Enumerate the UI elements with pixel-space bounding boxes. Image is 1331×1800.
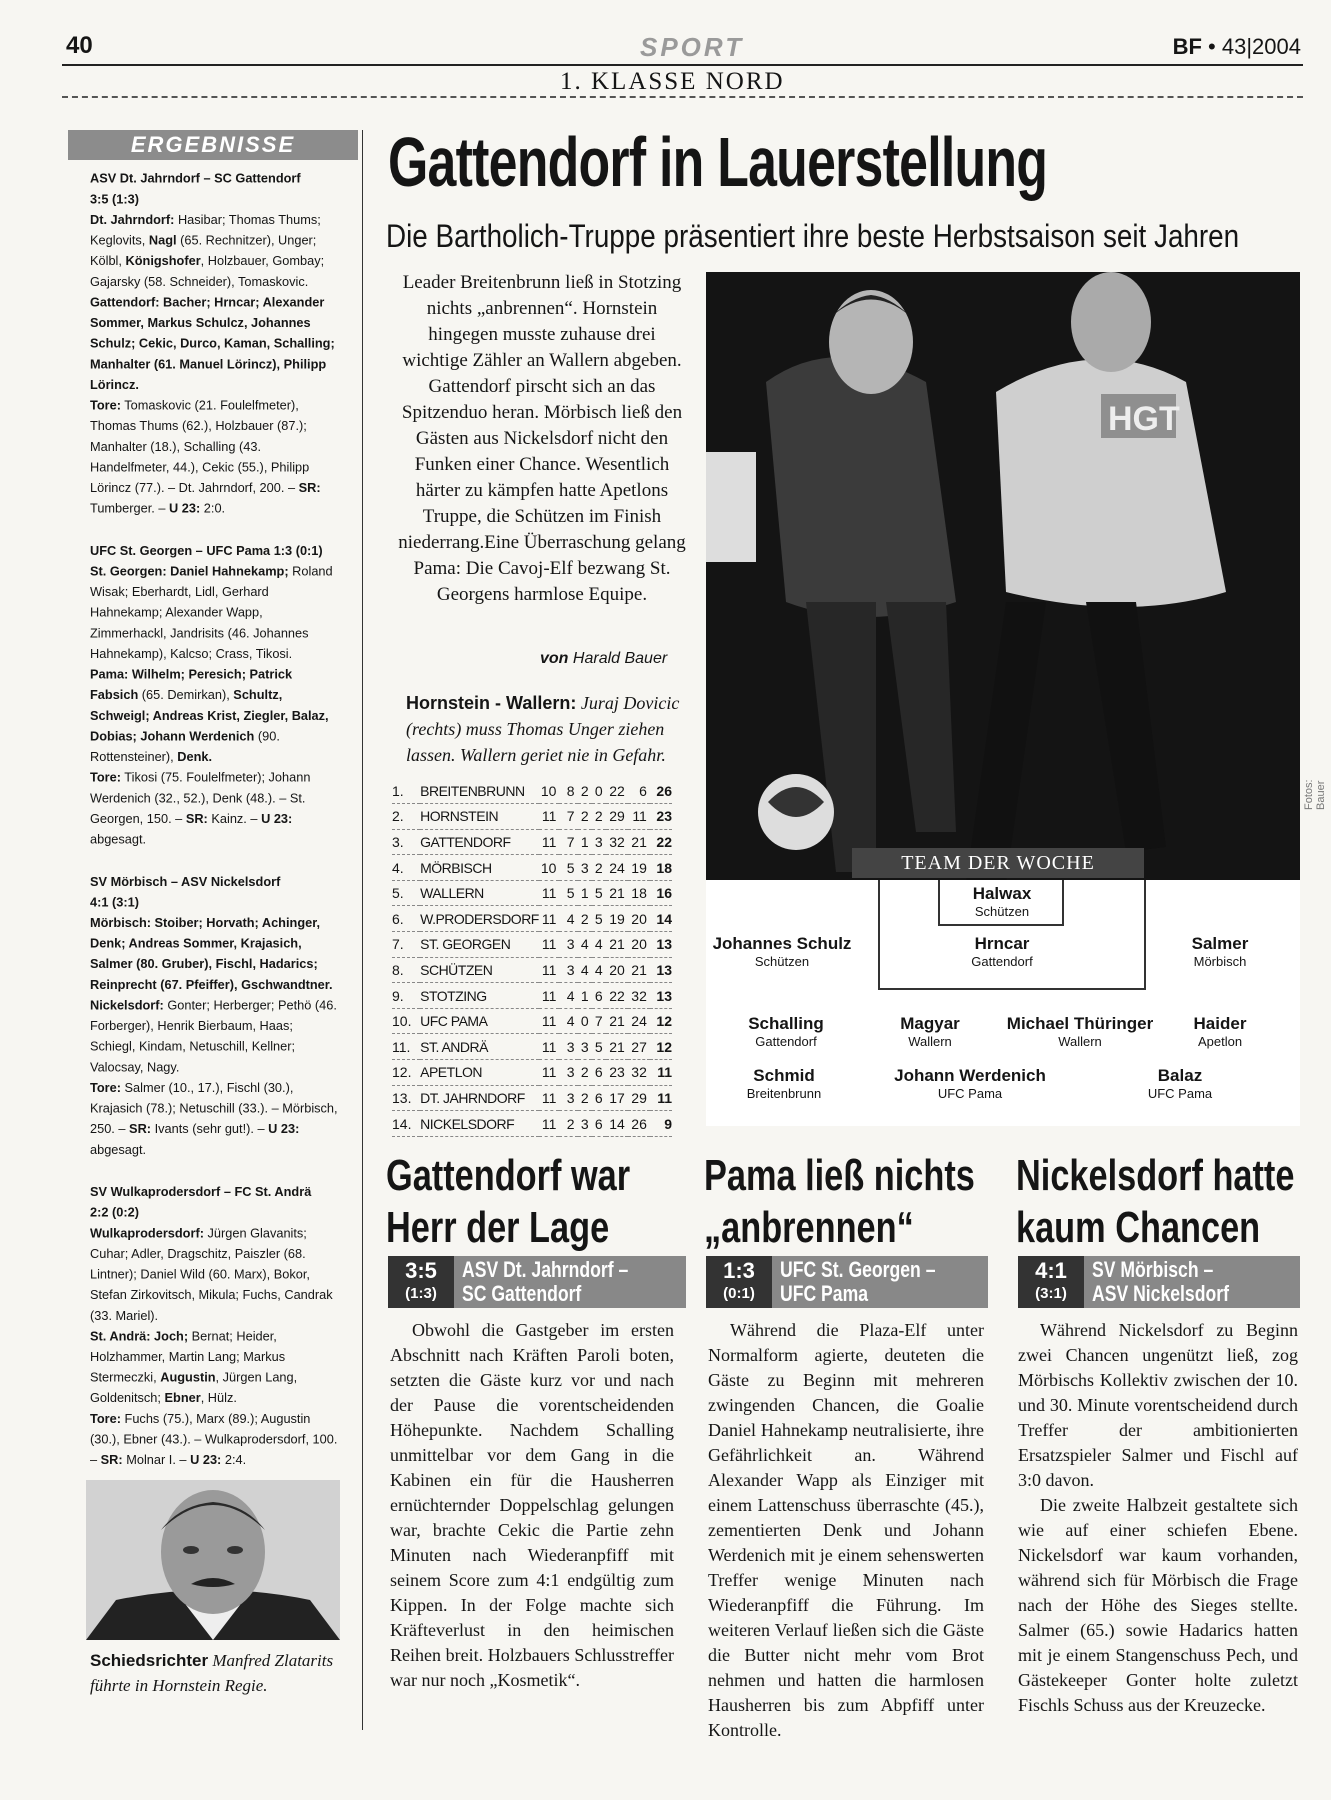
cell-team: MÖRBISCH bbox=[420, 855, 539, 881]
cell-ta: 21 bbox=[628, 829, 650, 855]
cell-n: 6 bbox=[592, 1085, 606, 1111]
cell-n: 6 bbox=[592, 1060, 606, 1086]
cell-sp: 11 bbox=[539, 1085, 559, 1111]
match-score: 4:1 (3:1) bbox=[90, 894, 139, 910]
column-divider bbox=[362, 130, 363, 1730]
cell-pos: 11. bbox=[392, 1034, 420, 1060]
section-title: SPORT bbox=[640, 32, 745, 62]
table-row bbox=[392, 932, 672, 958]
cell-pos: 13. bbox=[392, 1085, 420, 1111]
cell-ta: 19 bbox=[628, 855, 650, 881]
publication-name: BF bbox=[1172, 34, 1202, 59]
cell-s: 3 bbox=[559, 1085, 577, 1111]
table-row bbox=[392, 1008, 672, 1034]
cell-pts: 26 bbox=[650, 778, 672, 804]
player-forward-3: Balaz UFC Pama bbox=[1147, 1066, 1213, 1101]
results-tab: ERGEBNISSE bbox=[68, 130, 358, 160]
article-1-scorebar bbox=[388, 1256, 686, 1308]
cell-s: 3 bbox=[559, 932, 577, 958]
cell-tf: 29 bbox=[606, 804, 628, 830]
cell-tf: 32 bbox=[606, 829, 628, 855]
cell-sp: 11 bbox=[539, 829, 559, 855]
referee-caption: Schiedsrichter Manfred Zlatarits führte in Hornstein Regie. bbox=[90, 1651, 334, 1695]
score-box: 1:3 (0:1) bbox=[706, 1256, 772, 1308]
cell-team: HORNSTEIN bbox=[420, 804, 539, 830]
referee-photo bbox=[86, 1480, 340, 1640]
player-defender-left: Johannes Schulz Schützen bbox=[712, 934, 852, 969]
match-title: ASV Dt. Jahrndorf – SC Gattendorf bbox=[90, 170, 301, 186]
cell-s: 4 bbox=[559, 906, 577, 932]
cell-u: 0 bbox=[578, 1008, 592, 1034]
cell-pos: 3. bbox=[392, 829, 420, 855]
cell-pts: 23 bbox=[650, 804, 672, 830]
cell-pos: 6. bbox=[392, 906, 420, 932]
cell-n: 5 bbox=[592, 880, 606, 906]
table-row bbox=[392, 778, 672, 804]
results-column bbox=[90, 168, 341, 1470]
cell-s: 7 bbox=[559, 829, 577, 855]
lineup-away: Pama: Wilhelm; Peresich; Patrick Fabsich (65. Demirkan), Schultz, Schweigl; Andreas Krist, Ziegler, Balaz, Dobias; Johann Werdenich (90. Rottensteiner), Denk. bbox=[90, 666, 329, 765]
player-midfield-4: Haider Apetlon bbox=[1193, 1014, 1247, 1049]
article-1-headline: Gattendorf war Herr der Lage bbox=[386, 1151, 631, 1252]
photo-credit: Fotos: Bauer bbox=[1303, 779, 1327, 810]
cell-ta: 24 bbox=[628, 1008, 650, 1034]
cell-pos: 12. bbox=[392, 1060, 420, 1086]
cell-tf: 14 bbox=[606, 1111, 628, 1137]
article-2-headline: Pama ließ nichts „anbrennen“ bbox=[704, 1151, 975, 1252]
table-row bbox=[392, 1034, 672, 1060]
cell-ta: 20 bbox=[628, 932, 650, 958]
match-score: 3:5 (1:3) bbox=[90, 191, 139, 207]
cell-tf: 21 bbox=[606, 932, 628, 958]
cell-u: 1 bbox=[578, 829, 592, 855]
photo-caption: Hornstein - Wallern: Juraj Dovicic (rechts) muss Thomas Unger ziehen lassen. Wallern geriet nie in Gefahr. bbox=[406, 693, 680, 765]
cell-sp: 11 bbox=[539, 1111, 559, 1137]
cell-team: APETLON bbox=[420, 1060, 539, 1086]
cell-ta: 6 bbox=[628, 778, 650, 804]
article-3-scorebar bbox=[1018, 1256, 1300, 1308]
table-row bbox=[392, 906, 672, 932]
goals: Tore: Salmer (10., 17.), Fischl (30.), Krajasich (78.); Netuschill (33.). – Mörbisch, 250. – SR: Ivants (sehr gut!). – U 23: abgesagt. bbox=[90, 1080, 338, 1157]
table-row bbox=[392, 1060, 672, 1086]
cell-pts: 13 bbox=[650, 983, 672, 1009]
lineup-away: Gattendorf: Bacher; Hrncar; Alexander Sommer, Markus Schulcz, Johannes Schulz; Cekic, Durco, Kaman, Schalling; Manhalter (61. Manuel Lörincz), Philipp Lörincz. bbox=[90, 294, 335, 392]
cell-tf: 22 bbox=[606, 983, 628, 1009]
cell-pos: 5. bbox=[392, 880, 420, 906]
cell-n: 4 bbox=[592, 957, 606, 983]
cell-pts: 12 bbox=[650, 1008, 672, 1034]
table-row bbox=[392, 983, 672, 1009]
standings-table bbox=[392, 778, 672, 1137]
cell-pos: 1. bbox=[392, 778, 420, 804]
cell-pts: 12 bbox=[650, 1034, 672, 1060]
cell-team: ST. ANDRÄ bbox=[420, 1034, 539, 1060]
cell-team: NICKELSDORF bbox=[420, 1111, 539, 1137]
cell-s: 2 bbox=[559, 1111, 577, 1137]
table-row bbox=[392, 957, 672, 983]
lineup-away: Nickelsdorf: Gonter; Herberger; Pethö (46. Forberger), Henrik Bierbaum, Haas; Schiegl, Kindam, Netuschill, Kellner; Valocsay, Nagy. bbox=[90, 997, 337, 1075]
lineup-away: St. Andrä: Joch; Bernat; Heider, Holzhammer, Martin Lang; Markus Stermeczki, Augustin, Jürgen Lang, Goldenitsch; Ebner, Hülz. bbox=[90, 1328, 298, 1406]
player-forward-1: Schmid Breitenbrunn bbox=[746, 1066, 822, 1101]
cell-u: 3 bbox=[578, 1034, 592, 1060]
team-of-the-week-title: TEAM DER WOCHE bbox=[852, 848, 1144, 878]
cell-tf: 21 bbox=[606, 1034, 628, 1060]
publication-info: BF • 43|2004 bbox=[1172, 34, 1301, 59]
cell-u: 1 bbox=[578, 983, 592, 1009]
header-dashed-rule bbox=[62, 96, 1303, 98]
cell-s: 4 bbox=[559, 983, 577, 1009]
cell-u: 2 bbox=[578, 1085, 592, 1111]
cell-s: 5 bbox=[559, 855, 577, 881]
cell-u: 2 bbox=[578, 1060, 592, 1086]
player-midfield-1: Schalling Gattendorf bbox=[748, 1014, 824, 1049]
main-subhead: Die Bartholich-Truppe präsentiert ihre beste Herbstsaison seit Jahren bbox=[386, 218, 1240, 254]
cell-ta: 29 bbox=[628, 1085, 650, 1111]
cell-tf: 21 bbox=[606, 1008, 628, 1034]
league-title: 1. KLASSE NORD bbox=[560, 68, 785, 95]
cell-n: 3 bbox=[592, 829, 606, 855]
article-1-body: Obwohl die Gastgeber im ersten Abschnitt nach Kräften Paroli boten, setzten die Gäste kurz vor und nach der Pause die vorentscheidenden Höhepunkte. Nachdem Schalling unmittelbar vor dem Gang in die Kabinen ein für die Hausherren ernüchternder Doppelschlag gelungen war, brachte Cekic die Partie zehn Minuten nach Wiederanpfiff mit seinem Score zum 4:1 endgültig zum Kippen. In der Folge machte sich Kräfteverlust in den heimischen Reihen breit. Holzbauers Schlusstreffer war nur noch „Kosmetik“. bbox=[390, 1320, 674, 1690]
cell-n: 2 bbox=[592, 804, 606, 830]
match-teams: UFC St. Georgen – UFC Pama bbox=[780, 1257, 936, 1306]
lead-paragraph: Leader Breitenbrunn ließ in Stotzing nichts „anbrennen“. Hornstein hingegen musste zuhause drei wichtige Zähler an Wallern abgeben. Gattendorf pirscht sich an das Spitzenduo heran. Mörbisch ließ den Gästen aus Nickelsdorf nicht den Funken einer Chance. Wesentlich härter zu kämpfen hatte Apetlons Truppe, die Schützen im Finish niederrang.Eine Überraschung gelang Pama: Die Cavoj-Elf bezwang St. Georgens harmlose Equipe. bbox=[398, 272, 686, 605]
lineup-home: Dt. Jahrndorf: Hasibar; Thomas Thums; Keglovits, Nagl (65. Rechnitzer), Unger; Kölbl, Königshofer, Holzbauer, Gombay; Gajarsky (58. Schneider), Tomaskovic. bbox=[90, 212, 325, 289]
cell-s: 3 bbox=[559, 957, 577, 983]
match-score: 2:2 (0:2) bbox=[90, 1204, 139, 1220]
article-3-body: Während Nickelsdorf zu Beginn zwei Chancen ungenützt ließ, zog Mörbischs Kollektiv zwischen der 10. und 30. Minute vorentscheidend durch Treffer der ambitionierten Ersatzspieler Salmer und Fischl auf 3:0 davon. Die zweite Halbzeit gestaltete sich wie auf einer schiefen Ebene. Nickelsdorf war kaum vorhanden, während sich für Mörbisch die Frage nach der Höhe des Sieges stellte. Salmer (65.) sowie Hadarics hatten mit je einem Stangenschuss Pech, und Gästekeeper Gonter holte zuletzt Fischls Schuss aus der Kreuzecke. bbox=[1018, 1320, 1298, 1715]
cell-pts: 18 bbox=[650, 855, 672, 881]
cell-u: 1 bbox=[578, 880, 592, 906]
cell-tf: 22 bbox=[606, 778, 628, 804]
cell-s: 3 bbox=[559, 1034, 577, 1060]
cell-sp: 11 bbox=[539, 804, 559, 830]
cell-u: 4 bbox=[578, 932, 592, 958]
cell-pts: 22 bbox=[650, 829, 672, 855]
goals: Tore: Tikosi (75. Foulelfmeter); Johann Werdenich (32., 52.), Denk (48.). – St. Georgen, 150. – SR: Kainz. – U 23: abgesagt. bbox=[90, 769, 311, 847]
cell-ta: 32 bbox=[628, 1060, 650, 1086]
table-row bbox=[392, 829, 672, 855]
cell-team: UFC PAMA bbox=[420, 1008, 539, 1034]
match-4 bbox=[90, 1181, 341, 1470]
cell-pts: 14 bbox=[650, 906, 672, 932]
page-number: 40 bbox=[66, 32, 93, 59]
score-box: 3:5 (1:3) bbox=[388, 1256, 454, 1308]
cell-team: STOTZING bbox=[420, 983, 539, 1009]
article-2-body: Während die Plaza-Elf unter Normalform agierte, deuteten die Gäste zu Beginn mit mehreren zwingenden Chancen, die Goalie Daniel Hahnekamp neutralisierte, ihre Gefährlichkeit an. Während Alexander Wapp als Einziger mit einem Lattenschuss überraschte (45.), zementierten Denk und Johann Werdenich mit je einem sehenswerten Treffer wenige Minuten nach Wiederanpfiff die Führung. Im weiteren Verlauf ließen sich die Gäste die Butter nicht mehr vom Brot nehmen und hatten die harmlosen Hausherren bis zum Abpfiff unter Kontrolle. bbox=[708, 1320, 984, 1740]
cell-tf: 24 bbox=[606, 855, 628, 881]
jersey-text: HGT bbox=[1108, 400, 1180, 438]
cell-s: 4 bbox=[559, 1008, 577, 1034]
lineup-home: Wulkaprodersdorf: Jürgen Glavanits; Cuhar; Adler, Dragschitz, Paiszler (68. Lintner); Daniel Wild (60. Marx), Bokor, Stefan Zirkovitsch, Mikula; Fuchs, Candrak (33. Mariel). bbox=[90, 1225, 333, 1323]
cell-tf: 21 bbox=[606, 880, 628, 906]
player-defender-right: Salmer Mörbisch bbox=[1191, 934, 1249, 969]
match-teams: SV Mörbisch – ASV Nickelsdorf bbox=[1092, 1257, 1229, 1306]
lineup-home: Mörbisch: Stoiber; Horvath; Achinger, Denk; Andreas Sommer, Krajasich, Salmer (80. Gruber), Fischl, Hadarics; Reinprecht (67. Pfeiffer), Gschwandtner. bbox=[90, 915, 333, 992]
lineup-home: St. Georgen: Daniel Hahnekamp; Roland Wisak; Eberhardt, Lidl, Gerhard Hahnekamp; Alexander Wapp, Zimmerhackl, Jandrisits (46. Johannes Hahnekamp), Kalcso; Crass, Tikosi. bbox=[90, 563, 333, 661]
cell-s: 8 bbox=[559, 778, 577, 804]
cell-n: 6 bbox=[592, 1111, 606, 1137]
cell-tf: 23 bbox=[606, 1060, 628, 1086]
cell-n: 2 bbox=[592, 855, 606, 881]
table-row bbox=[392, 1111, 672, 1137]
match-teams: ASV Dt. Jahrndorf – SC Gattendorf bbox=[462, 1257, 629, 1306]
cell-sp: 10 bbox=[539, 855, 559, 881]
cell-u: 2 bbox=[578, 778, 592, 804]
cell-n: 5 bbox=[592, 906, 606, 932]
cell-s: 7 bbox=[559, 804, 577, 830]
cell-sp: 11 bbox=[539, 906, 559, 932]
cell-team: DT. JAHRNDORF bbox=[420, 1085, 539, 1111]
cell-pts: 13 bbox=[650, 957, 672, 983]
cell-ta: 27 bbox=[628, 1034, 650, 1060]
score-box: 4:1 (3:1) bbox=[1018, 1256, 1084, 1308]
cell-pos: 8. bbox=[392, 957, 420, 983]
cell-pts: 13 bbox=[650, 932, 672, 958]
cell-ta: 32 bbox=[628, 983, 650, 1009]
cell-sp: 11 bbox=[539, 1060, 559, 1086]
cell-n: 5 bbox=[592, 1034, 606, 1060]
cell-sp: 10 bbox=[539, 778, 559, 804]
cell-u: 3 bbox=[578, 855, 592, 881]
header-rule bbox=[62, 64, 1303, 66]
cell-sp: 11 bbox=[539, 983, 559, 1009]
goals: Tore: Tomaskovic (21. Foulelfmeter), Thomas Thums (62.), Holzbauer (87.); Manhalter (18.), Schalling (43. Handelfmeter, 44.), Cekic (55.), Philipp Lörincz (77.). – Dt. Jahrndorf, 200. – SR: Tumberger. – U 23: 2:0. bbox=[90, 397, 321, 516]
cell-pos: 9. bbox=[392, 983, 420, 1009]
cell-sp: 11 bbox=[539, 880, 559, 906]
cell-pts: 9 bbox=[650, 1111, 672, 1137]
player-forward-2: Johann Werdenich UFC Pama bbox=[894, 1066, 1046, 1101]
byline: von Harald Bauer bbox=[540, 650, 668, 667]
cell-n: 0 bbox=[592, 778, 606, 804]
article-2-scorebar bbox=[706, 1256, 988, 1308]
cell-sp: 11 bbox=[539, 932, 559, 958]
cell-n: 4 bbox=[592, 932, 606, 958]
cell-tf: 20 bbox=[606, 957, 628, 983]
table-row bbox=[392, 855, 672, 881]
cell-ta: 21 bbox=[628, 957, 650, 983]
cell-tf: 17 bbox=[606, 1085, 628, 1111]
cell-sp: 11 bbox=[539, 1034, 559, 1060]
cell-pts: 11 bbox=[650, 1085, 672, 1111]
cell-u: 3 bbox=[578, 1111, 592, 1137]
cell-team: ST. GEORGEN bbox=[420, 932, 539, 958]
issue-number: 43|2004 bbox=[1221, 34, 1301, 59]
goals: Tore: Fuchs (75.), Marx (89.); Augustin (30.), Ebner (43.). – Wulkaprodersdorf, 100. – SR: Molnar I. – U 23: 2:4. bbox=[90, 1411, 338, 1468]
match-title: UFC St. Georgen – UFC Pama 1:3 (0:1) bbox=[90, 543, 323, 558]
match-title: SV Mörbisch – ASV Nickelsdorf bbox=[90, 873, 281, 889]
cell-n: 7 bbox=[592, 1008, 606, 1034]
cell-pos: 2. bbox=[392, 804, 420, 830]
cell-u: 2 bbox=[578, 906, 592, 932]
table-row bbox=[392, 804, 672, 830]
cell-team: W.PRODERSDORF bbox=[420, 906, 539, 932]
table-row bbox=[392, 880, 672, 906]
cell-u: 4 bbox=[578, 957, 592, 983]
cell-team: WALLERN bbox=[420, 880, 539, 906]
article-3-headline: Nickelsdorf hatte kaum Chancen bbox=[1016, 1151, 1295, 1252]
cell-ta: 11 bbox=[628, 804, 650, 830]
cell-sp: 11 bbox=[539, 957, 559, 983]
cell-s: 3 bbox=[559, 1060, 577, 1086]
player-midfield-3: Michael Thüringer Wallern bbox=[1006, 1014, 1154, 1049]
cell-team: GATTENDORF bbox=[420, 829, 539, 855]
match-3 bbox=[90, 871, 341, 1160]
match-title: SV Wulkaprodersdorf – FC St. Andrä bbox=[90, 1184, 312, 1199]
cell-ta: 20 bbox=[628, 906, 650, 932]
main-headline: Gattendorf in Lauerstellung bbox=[388, 123, 1048, 201]
player-midfield-2: Magyar Wallern bbox=[900, 1014, 960, 1049]
cell-team: SCHÜTZEN bbox=[420, 957, 539, 983]
cell-pos: 7. bbox=[392, 932, 420, 958]
cell-pts: 11 bbox=[650, 1060, 672, 1086]
cell-n: 6 bbox=[592, 983, 606, 1009]
player-defender-center: Hrncar Gattendorf bbox=[971, 934, 1033, 969]
cell-team: BREITENBRUNN bbox=[420, 778, 539, 804]
cell-pts: 16 bbox=[650, 880, 672, 906]
cell-ta: 26 bbox=[628, 1111, 650, 1137]
match-1 bbox=[90, 168, 341, 519]
cell-ta: 18 bbox=[628, 880, 650, 906]
cell-u: 2 bbox=[578, 804, 592, 830]
match-2 bbox=[90, 540, 341, 849]
player-goalkeeper: Halwax Schützen bbox=[972, 884, 1032, 919]
cell-tf: 19 bbox=[606, 906, 628, 932]
cell-sp: 11 bbox=[539, 1008, 559, 1034]
cell-pos: 4. bbox=[392, 855, 420, 881]
table-row bbox=[392, 1085, 672, 1111]
cell-pos: 14. bbox=[392, 1111, 420, 1137]
cell-pos: 10. bbox=[392, 1008, 420, 1034]
cell-s: 5 bbox=[559, 880, 577, 906]
